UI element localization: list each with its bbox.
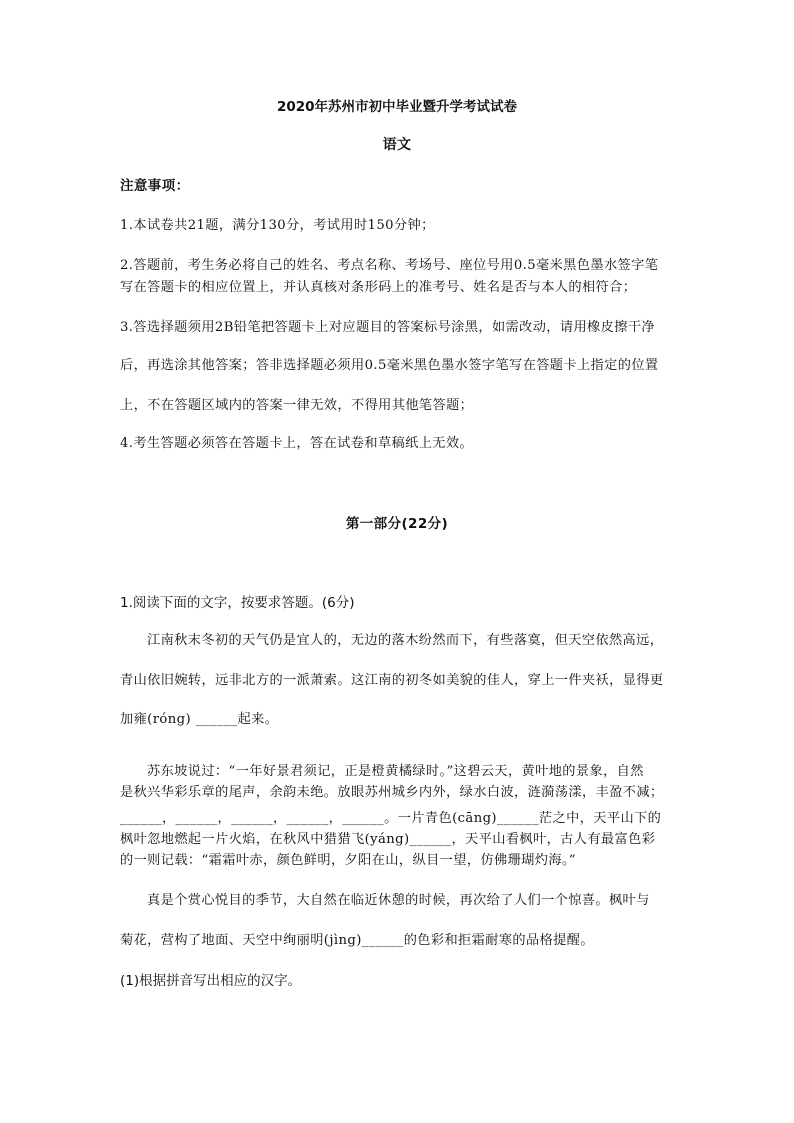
passage-line: 青山依旧婉转，远非北方的一派萧索。这江南的初冬如美貌的佳人，穿上一件夹袄，显得更 xyxy=(120,673,664,688)
note-item-2-cont: 写在答题卡的相应位置上，并认真核对条形码上的准考号、姓名是否与本人的相符合； xyxy=(120,280,637,295)
passage-line: 江南秋末冬初的天气仍是宜人的，无边的落木纷然而下，有些落寞，但天空依然高远， xyxy=(147,633,664,648)
note-item-3: 3.答选择题须用2B铅笔把答题卡上对应题目的答案标号涂黑，如需改动，请用橡皮擦干净 xyxy=(120,320,655,335)
passage-line: 是秋兴华彩乐章的尾声，余韵未绝。放眼苏州城乡内外，绿水白波，涟漪荡漾，丰盈不减； xyxy=(120,785,664,800)
subject-title: 语文 xyxy=(382,137,412,153)
passage-line: 苏东坡说过：“一年好景君须记，正是橙黄橘绿时。”这碧云天，黄叶地的景象，自然 xyxy=(147,764,644,779)
note-item-2: 2.答题前，考生务必将自己的姓名、考点名称、考场号、座位号用0.5毫米黑色墨水签字笔 xyxy=(120,258,659,273)
passage-line: 菊花，营构了地面、天空中绚丽明(jìng)______的色彩和拒霜耐寒的品格提醒。 xyxy=(120,933,594,948)
section-heading: 第一部分(22分) xyxy=(345,516,449,532)
passage-line: 真是个赏心悦目的季节，大自然在临近休憩的时候，再次给了人们一个惊喜。枫叶与 xyxy=(147,893,650,908)
notes-heading: 注意事项： xyxy=(120,178,190,194)
passage-line: 加雍(róng) ______起来。 xyxy=(120,712,279,727)
note-item-1: 1.本试卷共21题，满分130分，考试用时150分钟； xyxy=(120,218,435,233)
passage-line: 枫叶忽地燃起一片火焰，在秋风中猎猎飞(yáng)______，天平山看枫叶，古人有最富色彩 xyxy=(120,832,656,847)
note-item-3-cont: 后，再选涂其他答案；答非选择题必须用0.5毫米黑色墨水签字笔写在答题卡上指定的位置 xyxy=(120,358,659,373)
passage-line: 的一则记载：“霜霜叶赤，颜色鲜明，夕阳在山，纵目一望，仿佛珊瑚灼海。” xyxy=(120,853,577,868)
exam-title: 2020年苏州市初中毕业暨升学考试试卷 xyxy=(276,99,518,115)
subquestion-1: (1)根据拼音写出相应的汉字。 xyxy=(120,973,302,989)
note-item-3-cont2: 上，不在答题区域内的答案一律无效，不得用其他笔答题； xyxy=(120,398,474,413)
question-prompt: 1.阅读下面的文字，按要求答题。(6分) xyxy=(120,595,355,611)
note-item-4: 4.考生答题必须答在答题卡上，答在试卷和草稿纸上无效。 xyxy=(120,436,474,451)
passage-line: ______，______，______，______，______。一片青色(cāng)______茫之中，天平山下的 xyxy=(120,811,662,826)
